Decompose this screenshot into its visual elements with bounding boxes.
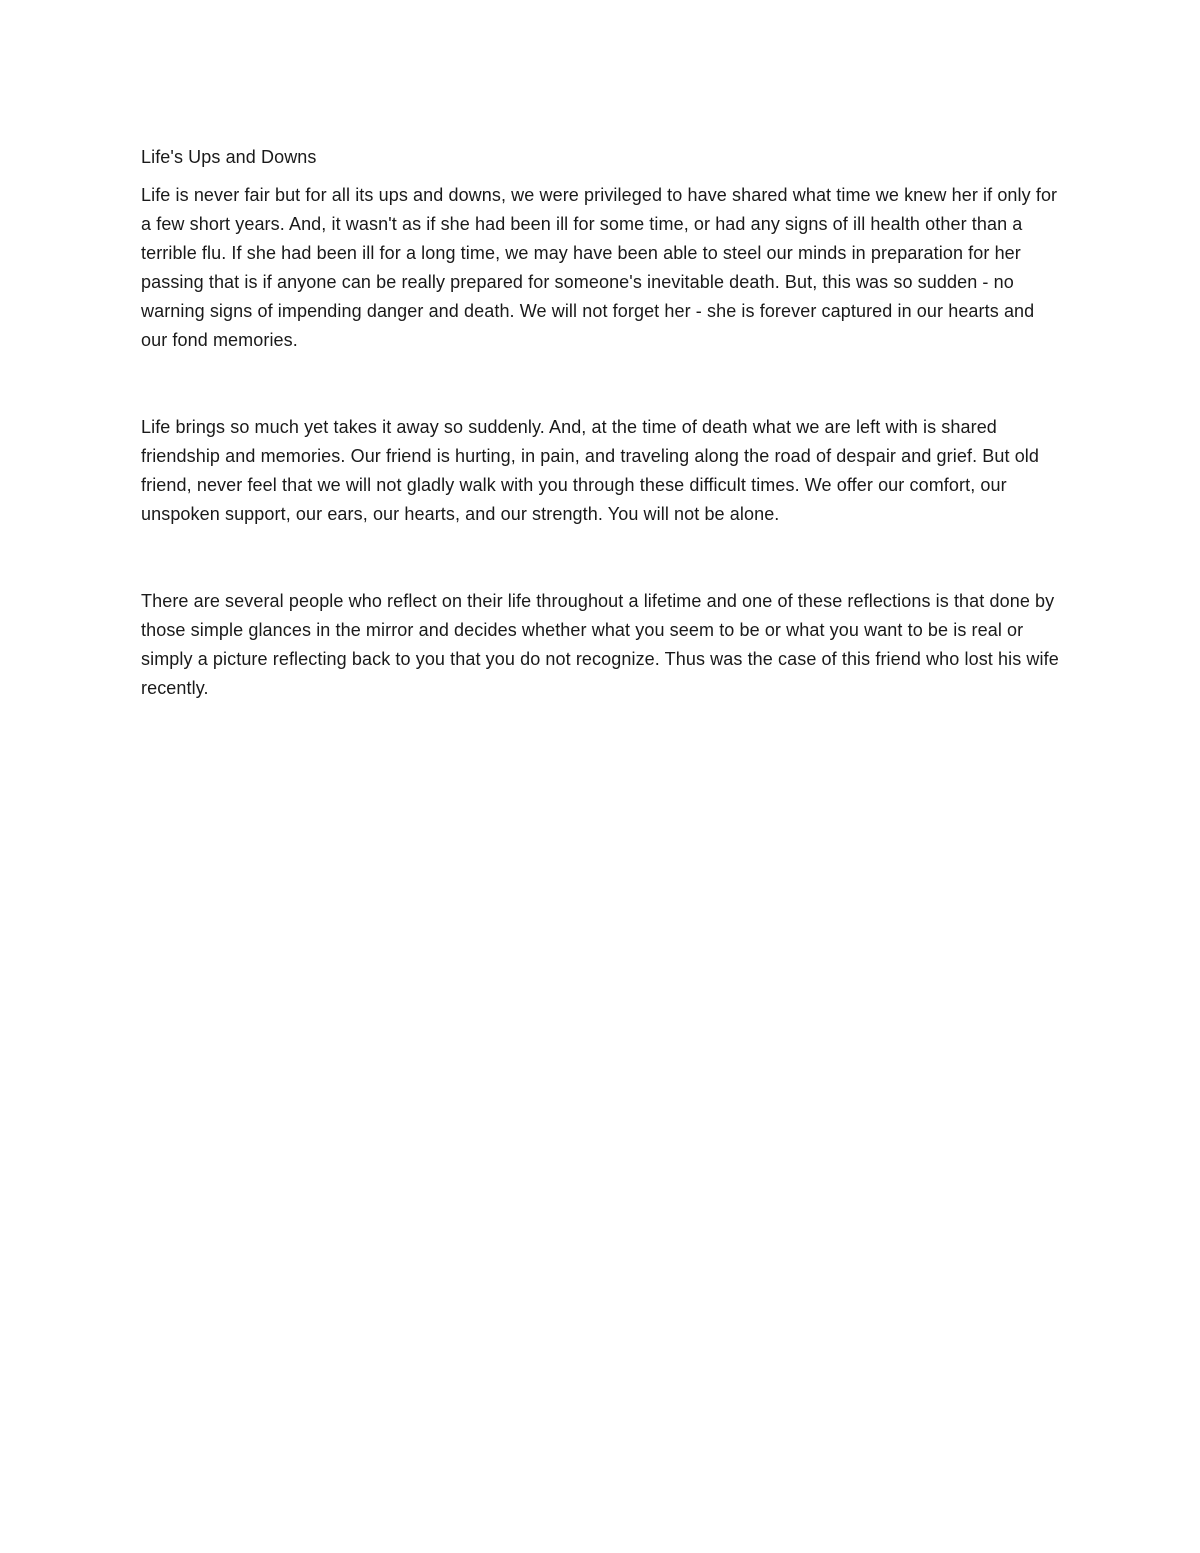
paragraph-2: Life brings so much yet takes it away so suddenly. And, at the time of death what we are left with is shared friendship and memories. Our friend is hurting, in pain, and traveling along the road of despair and grief. But old friend, never feel that we will not gladly walk with you through these difficult times. We offer our comfort, our unspoken support, our ears, our hearts, and our strength. You will not be alone. [141, 417, 1040, 524]
document-title: Life's Ups and Downs [141, 147, 317, 167]
paragraph-3: There are several people who reflect on their life throughout a lifetime and one of these reflections is that done by those simple glances in the mirror and decides whether what you seem to be or what you want to be is real or simply a picture reflecting back to you that you do not recognize. Thus was the case of this friend who lost his wife recently. [141, 591, 1059, 698]
paragraph-1: Life is never fair but for all its ups and downs, we were privileged to have shared what time we knew her if only for a few short years. And, it wasn't as if she had been ill for some time, or had any signs of ill health other than a terrible flu. If she had been ill for a long time, we may have been able to steel our minds in preparation for her passing that is if anyone can be really prepared for someone's inevitable death. But, this was so sudden - no warning signs of impending danger and death. We will not forget her - she is forever captured in our hearts and our fond memories. [141, 185, 1058, 350]
document-body [141, 143, 1061, 703]
